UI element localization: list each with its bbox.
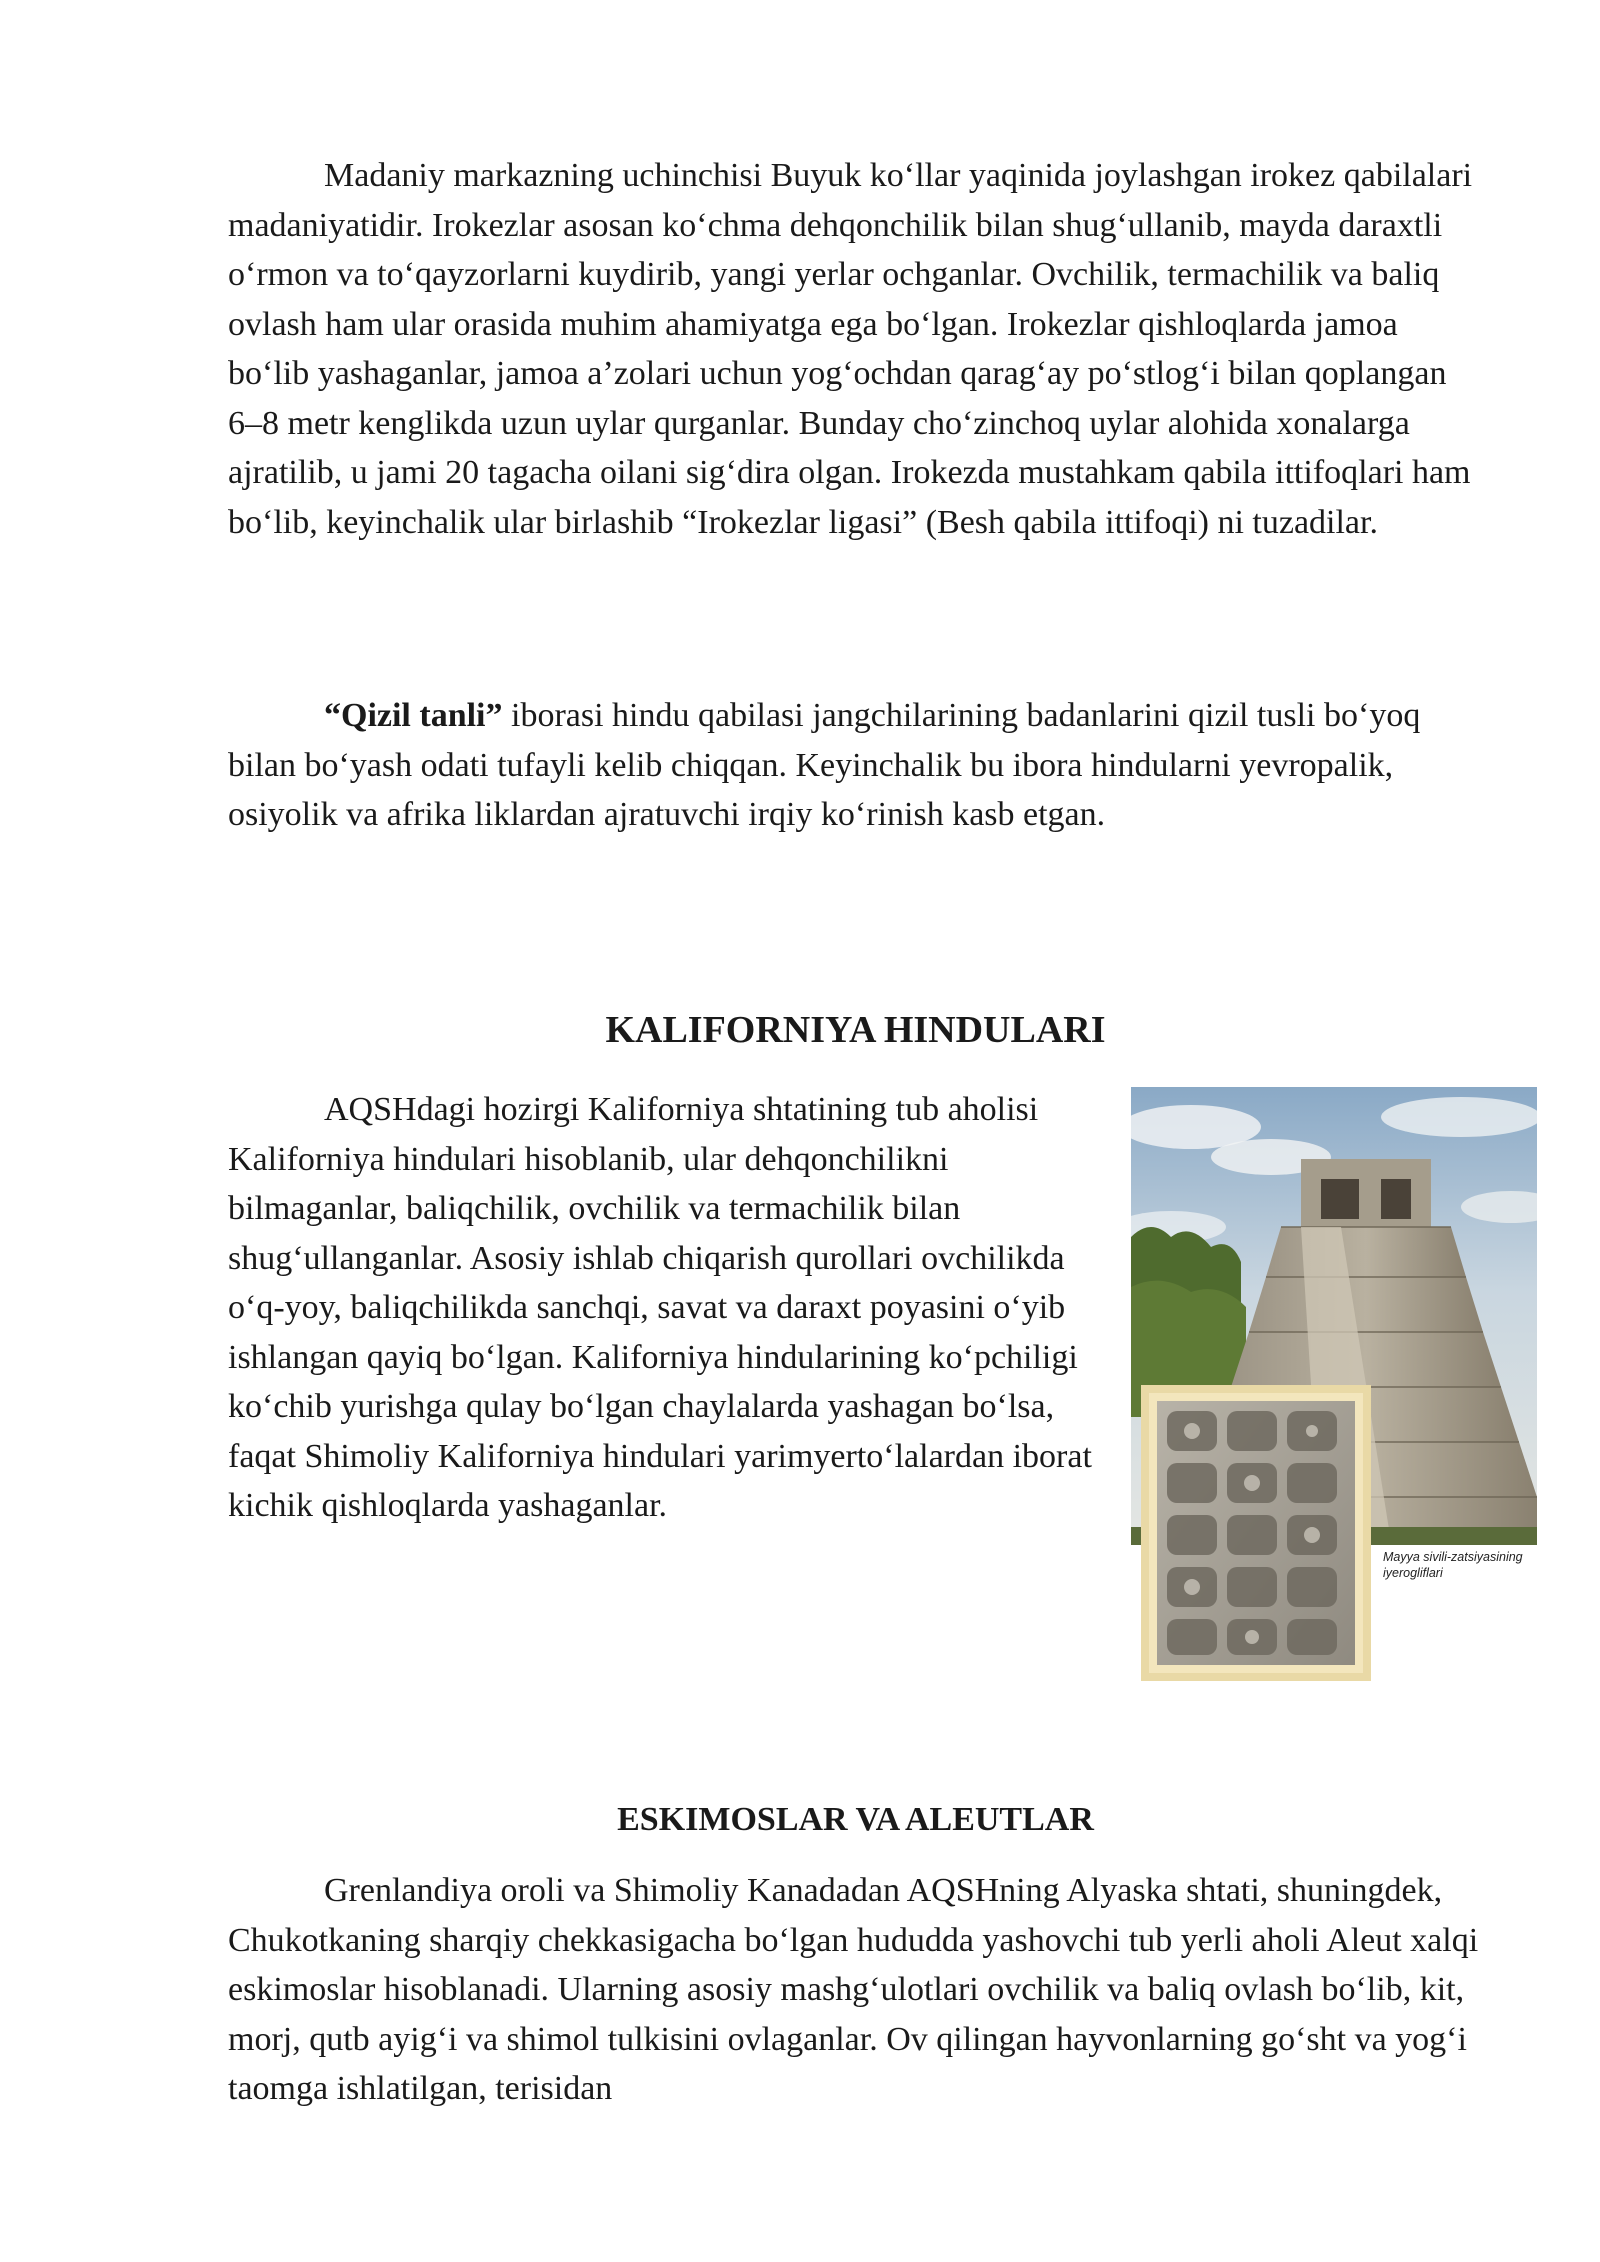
maya-pyramid-and-glyph-tablet-image (1131, 1087, 1537, 1685)
paragraph-kaliforniya: AQSHdagi hozirgi Kaliforniya shtatining tub aholisi Kaliforniya hindulari hisoblanib, ular dehqonchilikni bilmaganlar, baliqchilik, ovchilik va termachilik bilan shug‘ullanganlar. Asosiy ishlab chiqarish qurollari ovchilikda o‘q-yoy, baliqchilikda sanchqi, savat va daraxt poyasini o‘yib ishlangan qayiq bo‘lgan. Kaliforniya hindularining ko‘pchiligi ko‘chib yurishga qulay bo‘lgan chaylalarda yashagan bo‘lsa, faqat Shimoliy Kaliforniya hindulari yarimyerto‘lalardan iborat kichik qishloqlarda yashaganlar. (228, 1091, 1092, 1524)
figure-caption: Mayya sivili-zatsiyasining iyerogliflari (1383, 1550, 1523, 1580)
heading-eskimoslar-va-aleutlar: ESKIMOSLAR VA ALEUTLAR (617, 1801, 1094, 1838)
paragraph-irokez: Madaniy markazning uchinchisi Buyuk ko‘llar yaqinida joylashgan irokez qabilalari madaniyatidir. Irokezlar asosan ko‘chma dehqonchilik bilan shug‘ullanib, mayda daraxtli o‘rmon va to‘qayzorlarni kuydirib, yangi yerlar ochganlar. Ovchilik, termachilik va baliq ovlash ham ular orasida muhim ahamiyatga ega bo‘lgan. Irokezlar qishloqlarda jamoa bo‘lib yashaganlar, jamoa a’zolari uchun yog‘ochdan qarag‘ay po‘stlog‘i bilan qoplangan 6–8 metr kenglikda uzun uylar qurganlar. Bunday cho‘zinchoq uylar alohida xonalarga ajratilib, u jami 20 tagacha oilani sig‘dira olgan. Irokezda mustahkam qabila ittifoqlari ham bo‘lib, keyinchalik ular birlashib “Irokezlar ligasi” (Besh qabila ittifoqi) ni tuzadilar. (228, 157, 1473, 541)
paragraph-qizil-tanli-text: iborasi hindu qabilasi jangchilarining badanlarini qizil tusli bo‘yoq bilan bo‘yash odati tufayli kelib chiqqan. Keyinchalik bu ibora hindularni yevropalik, osiyolik va afrika liklardan ajratuvchi irqiy ko‘rinish kasb etgan. (228, 697, 1421, 833)
heading-kaliforniya-hindulari: KALIFORNIYA HINDULARI (605, 1009, 1106, 1051)
paragraph-qizil-tanli (228, 691, 1483, 840)
term-qizil-tanli: “Qizil tanli” (324, 697, 503, 734)
maya-figure (1131, 1087, 1537, 1685)
paragraph-eskimoslar: Grenlandiya oroli va Shimoliy Kanadadan AQSHning Alyaska shtati, shuningdek, Chukotkaning sharqiy chekkasigacha bo‘lgan hududda yashovchi tub yerli aholi Aleut xalqi eskimoslar hisoblanadi. Ularning asosiy mashg‘ulotlari ovchilik va baliq ovlash bo‘lib, kit, morj, qutb ayig‘i va shimol tulkisini ovlaganlar. Ov qilingan hayvonlarning go‘sht va yog‘i taomga ishlatilgan, terisidan (228, 1872, 1479, 2107)
